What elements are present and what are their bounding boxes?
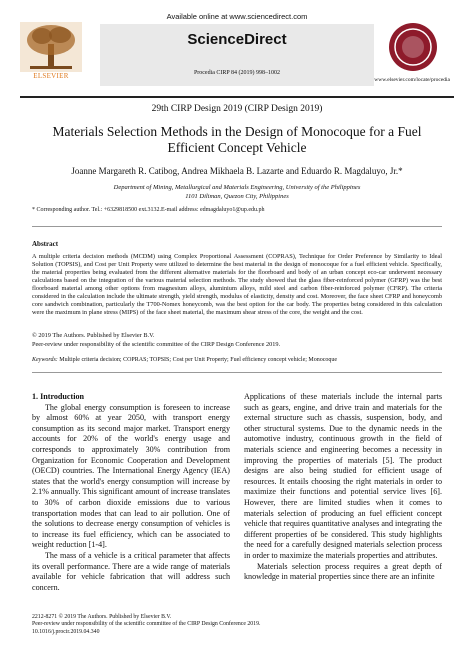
abstract-text: A multiple criteria decision methods (MCDM) using Complex Proportional Assessment (COPRAS), Technique for Order Preference by Similarity to Ideal Solution (TOPSIS), and Cost per Unit Property were utilized to determine the best material in the design of monocoque for a fuel efficient vehicle. Specifically, the material properties being evaluated from the different alternative materials for the floorboard and body of an urban concept eco-car underwent necessary calculations based on the integration of the various material selection methods. The study showed that the glass fiber-reinforced polymer (GFRP) was the best floorboard material among other options from magnesium alloys, aluminium alloys, mild steel and carbon fiber-reinforced polymer (CFRP). The criteria considered in the calculation include the ultimate strength, yield strength, modulus of elasticity, density and cost. Moreover, the face sheet CFRP and honeycomb core sandwich combination, particularly the T700-Nomex honeycomb, was the best option for the car body. The properties being considered in this calculation were the maximum in plane stress (MIPS) of the face sheet material, the maximum shear stress of the core, the weight and the cost. — [32, 253, 442, 316]
paragraph: The global energy consumption is foreseen to increase by almost 60% at year 2050, with transport energy consumption as its second major market. Transport energy accounts for 20% of the world's energy usage and corresponds to approximately 30% contribution from Organization for Economic Cooperation and Development (OECD) countries. The International Energy Agency (IEA) states that the world's energy consumption will increase by 2.1% annually. This significant amount of increase translates to 30% of carbon dioxide emissions due to various transportation modes that can lead to air pollution. One of the solutions to decrease energy consumption of vehicles is to increase its fuel efficiency, which can be associated to weight reduction [1-4]. — [32, 402, 230, 550]
footer-peer-review: Peer-review under responsibility of the scientific committee of the CIRP Design Conference 2019. — [32, 621, 261, 628]
header-rule — [20, 96, 454, 98]
affiliation-line-2: 1101 Diliman, Quezon City, Philippines — [185, 192, 289, 200]
conference-name: 29th CIRP Design 2019 (CIRP Design 2019) — [151, 104, 323, 114]
abstract-copyright — [32, 332, 442, 349]
paragraph: Materials selection process requires a great depth of knowledge in material properties since there are an infinite — [244, 561, 442, 582]
paragraph: The mass of a vehicle is a critical parameter that affects its overall performance. There are a wide range of materials available for vehicle fabrication that will address such concern. — [32, 550, 230, 592]
keywords-list: Multiple criteria decision; COPRAS; TOPSIS; Cost per Unit Property; Fuel efficiency concept vehicle; Monocoque — [57, 357, 338, 363]
journal-url-link[interactable]: www.elsevier.com/locate/procedia — [374, 77, 450, 83]
article-authors: Joanne Margareth R. Catibog, Andrea Mikhaela B. Lazarte and Eduardo R. Magdaluyo, Jr.* — [71, 166, 403, 176]
available-online-line: Available online at www.sciencedirect.com — [166, 12, 308, 21]
affiliation-line-1: Department of Mining, Metallurgical and Materials Engineering, University of the Philippines — [113, 184, 361, 191]
abstract-bottom-rule — [32, 372, 442, 373]
issn-line: 2212-8271 © 2019 The Authors. Published by Elsevier B.V. — [32, 614, 172, 620]
paragraph: Applications of these materials include the internal parts such as gears, engine, and drive train and materials for the external structure such as chassis, suspension, body, and other structural systems. Due to the dynamic needs in the automotive industry, continuous growth in the field of materials science and engineering becomes a necessity in improving the properties of materials [5]. The product designs are also being studied for efficient usage of resources. It entails choosing the right materials in order to maximize their functions and potential service lives [6]. However, there are limited studies when it comes to materials selection of producing an fuel efficient concept vehicle that requires quantitative analyses and integrating the different properties of be considered. This study highlights the need for a carefully designed materials selection process in order to maximize the materials properties and attributes. — [244, 392, 443, 560]
cirp-logo — [388, 22, 438, 72]
abstract-heading: Abstract — [32, 240, 59, 248]
copyright-line: © 2019 The Authors. Published by Elsevier B.V. — [32, 332, 155, 339]
publisher-name: ELSEVIER — [33, 72, 69, 80]
body-left-column — [32, 392, 230, 593]
body-right-column — [244, 392, 442, 583]
keywords — [32, 357, 442, 363]
author-affiliation — [40, 184, 434, 201]
corresponding-author-note: * Corresponding author. Tel.: +6329818500 ext.3132.E-mail address: edmagdaluyo1@up.edu.ph — [32, 207, 265, 213]
peer-review-line: Peer-review under responsibility of the scientific committee of the CIRP Design Conference 2019. — [32, 340, 281, 348]
journal-reference: Procedia CIRP 84 (2019) 998–1002 — [193, 70, 281, 76]
sciencedirect-brand[interactable]: ScienceDirect — [187, 31, 287, 48]
section-heading: 1. Introduction — [32, 392, 85, 401]
abstract-top-rule — [32, 226, 442, 227]
doi-link[interactable]: 10.1016/j.procir.2019.04.340 — [32, 628, 100, 635]
page-footer — [32, 614, 442, 636]
keywords-label: Keywords: — [32, 357, 58, 363]
article-title: Materials Selection Methods in the Design of Monocoque for a Fuel Efficient Concept Vehicle — [52, 124, 422, 155]
